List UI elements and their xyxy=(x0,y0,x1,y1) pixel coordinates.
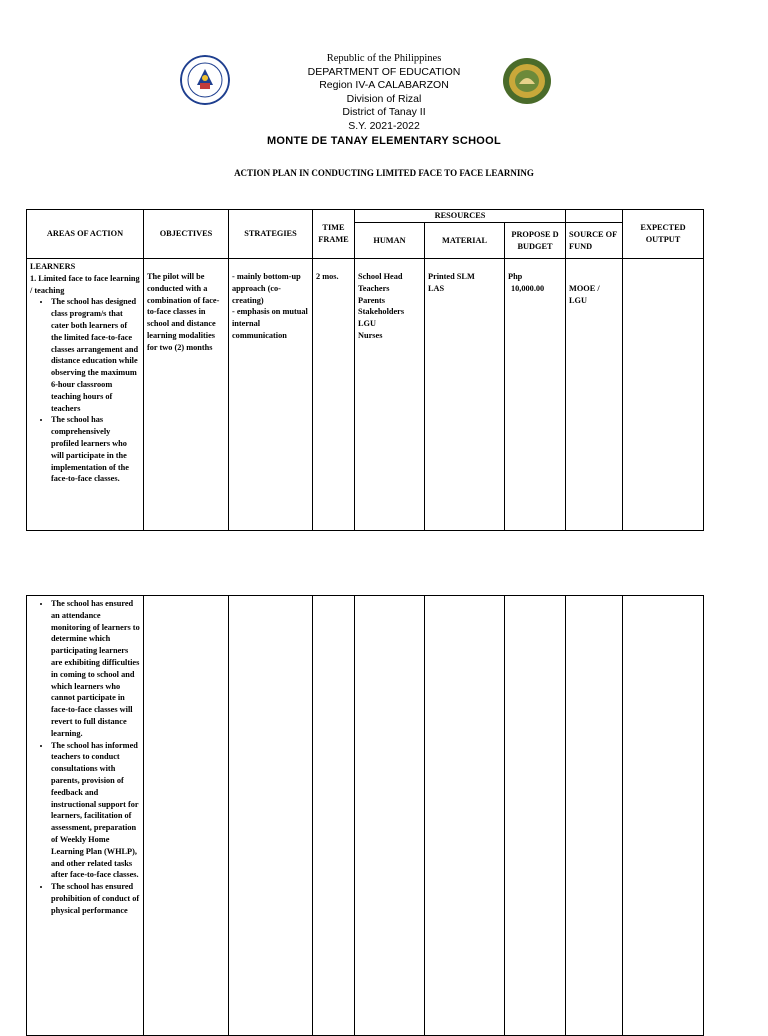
time-frame-cell xyxy=(313,596,355,1036)
area-heading: LEARNERS xyxy=(30,262,76,271)
human-cell xyxy=(355,259,425,531)
strategies-cell xyxy=(229,596,313,1036)
time-frame-text: 2 mos. xyxy=(316,272,339,281)
list-item: • The school has ensured prohibition of conduct of physical performance xyxy=(51,881,140,916)
budget-amount: 10,000.00 xyxy=(511,283,545,293)
material-item: LAS xyxy=(428,283,445,293)
school-name: MONTE DE TANAY ELEMENTARY SCHOOL xyxy=(266,135,502,147)
human-item: Stakeholders xyxy=(358,307,405,317)
header-material: MATERIAL xyxy=(425,223,505,259)
header-source: SOURCE OF FUND xyxy=(566,223,623,259)
table-row xyxy=(27,596,704,1036)
material-cell xyxy=(425,596,505,1036)
republic-line: Republic of the Philippines xyxy=(326,53,442,64)
expected-cell xyxy=(623,259,704,531)
source-item: MOOE / xyxy=(569,284,600,293)
human-cell xyxy=(355,596,425,1036)
strategy-1: - mainly bottom-up approach (co-creating) xyxy=(232,272,301,305)
source-cell xyxy=(566,596,623,1036)
material-cell xyxy=(425,259,505,531)
header-human: HUMAN xyxy=(355,223,425,259)
document-header xyxy=(0,52,768,147)
time-frame-cell xyxy=(313,259,355,531)
budget-cell xyxy=(505,596,566,1036)
header-objectives: OBJECTIVES xyxy=(144,210,229,259)
region-line: Region IV-A CALABARZON xyxy=(319,79,449,91)
header-blank xyxy=(566,210,623,223)
budget-cell xyxy=(505,259,566,531)
area-item: 1. Limited face to face learning / teaching xyxy=(30,273,140,295)
human-item: LGU xyxy=(358,319,376,329)
source-cell xyxy=(566,259,623,531)
action-plan-table-page2 xyxy=(26,595,704,1036)
school-year-line: S.Y. 2021-2022 xyxy=(348,119,420,132)
strategies-cell xyxy=(229,259,313,531)
source-item: LGU xyxy=(569,295,587,305)
list-item: • The school has comprehensively profiled learners who will participate in the implementation of the face-to-face classes. xyxy=(51,414,140,485)
division-line: Division of Rizal xyxy=(346,92,422,105)
header-expected: EXPECTED OUTPUT xyxy=(623,210,704,259)
human-item: Parents xyxy=(358,295,386,305)
human-item: Teachers xyxy=(358,283,390,293)
areas-cell xyxy=(27,596,144,1036)
strategy-2: - emphasis on mutual internal communication xyxy=(232,307,308,340)
header-strategies: STRATEGIES xyxy=(229,210,313,259)
list-item: • The school has designed class program/s that cater both learners of the limited face-to-face classes arrangement and distance education while observing the maximum 6-hour classroom teaching hours of teachers xyxy=(51,296,140,414)
district-line: District of Tanay II xyxy=(342,106,426,118)
document-title: ACTION PLAN IN CONDUCTING LIMITED FACE TO FACE LEARNING xyxy=(234,168,534,178)
header-areas: AREAS OF ACTION xyxy=(27,210,144,259)
areas-cell xyxy=(27,259,144,531)
objectives-cell xyxy=(144,596,229,1036)
list-item: • The school has informed teachers to conduct consultations with parents, provision of feedback and instructional support for learners, facilitation of assessment, preparation of Weekly Home Learning Plan (WHLP), and other related tasks after face-to-face classes. xyxy=(51,740,140,882)
header-budget: PROPOSE D BUDGET xyxy=(505,223,566,259)
list-item: • The school has ensured an attendance monitoring of learners to determine which participating learners are exhibiting difficulties in coming to school and which learners who cannot participate in face-to-face classes will revert to full distance learning. xyxy=(51,598,140,740)
objectives-cell xyxy=(144,259,229,531)
header-time-frame: TIME FRAME xyxy=(313,210,355,259)
header-resources: RESOURCES xyxy=(355,210,566,223)
human-item: School Head xyxy=(358,272,403,281)
material-item: Printed SLM xyxy=(428,272,475,281)
objectives-text: The pilot will be conducted with a combination of face-to-face classes in school and distance learning modalities for two (2) months xyxy=(147,272,220,352)
budget-currency: Php xyxy=(508,272,523,281)
department-line: DEPARTMENT OF EDUCATION xyxy=(307,65,461,78)
action-plan-table-page1 xyxy=(26,209,704,531)
table-row xyxy=(27,259,704,531)
expected-cell xyxy=(623,596,704,1036)
human-item: Nurses xyxy=(358,330,383,340)
